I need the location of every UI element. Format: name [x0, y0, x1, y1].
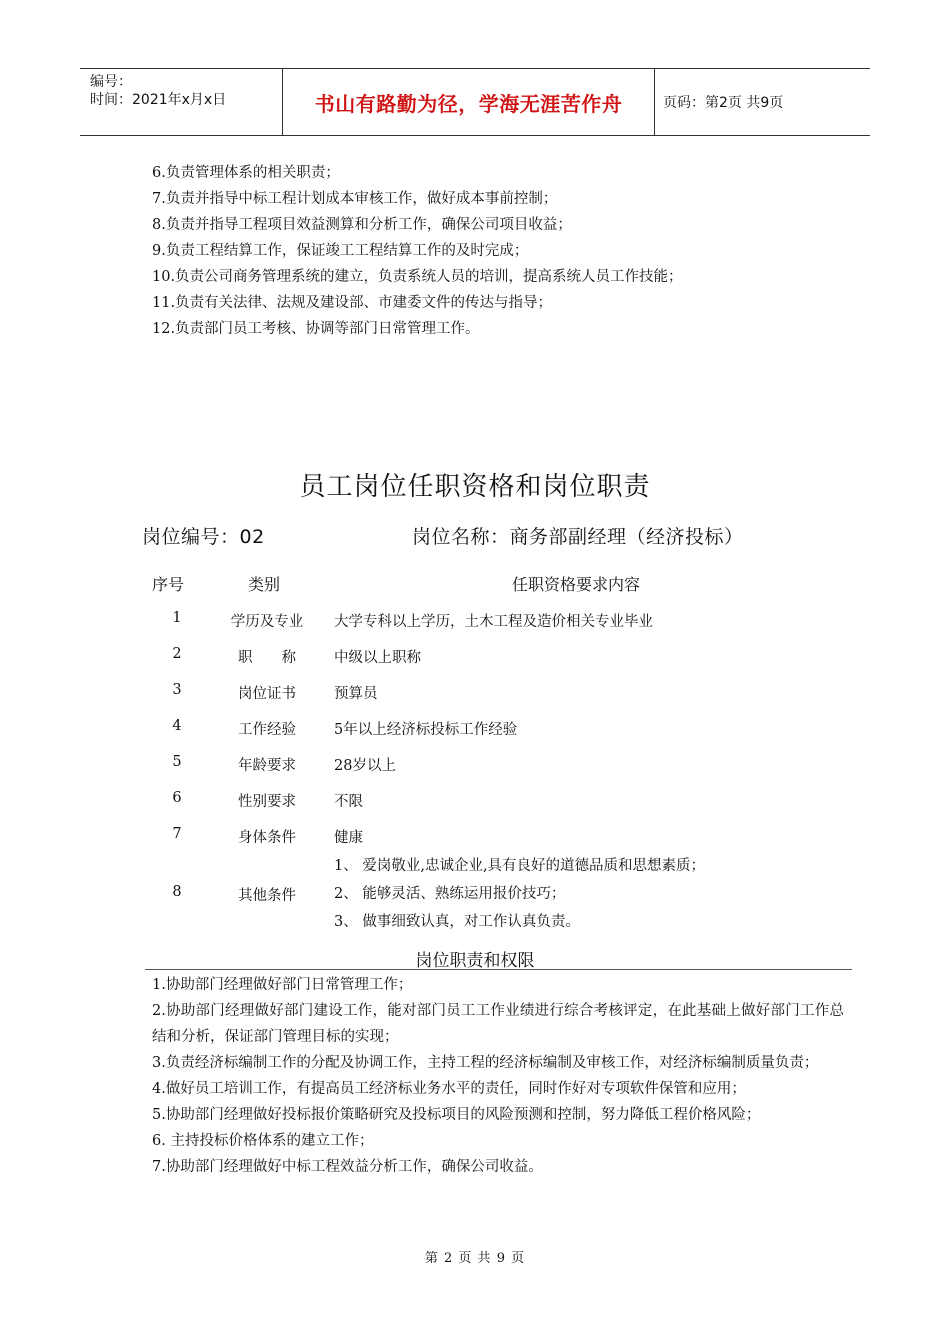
row-seq: 6	[172, 790, 182, 806]
row-content	[334, 852, 705, 936]
list-item: 12.负责部门员工考核、协调等部门日常管理工作。	[152, 321, 480, 337]
row-category: 职 称	[238, 650, 296, 666]
list-item: 3.负责经济标编制工作的分配及协调工作，主持工程的经济标编制及审核工作，对经济标编制质量负责；	[152, 1055, 819, 1071]
row-category: 性别要求	[238, 794, 296, 810]
row-category: 其他条件	[238, 888, 296, 904]
list-item: 1.协助部门经理做好部门日常管理工作；	[152, 977, 413, 993]
previous-duties-list	[152, 160, 852, 342]
number-label: 编号：	[90, 74, 132, 90]
header-page-info	[655, 69, 870, 135]
header-motto-cell	[283, 69, 655, 135]
position-name: 岗位名称：商务部副经理（经济投标）	[412, 526, 744, 548]
table-row	[0, 636, 950, 672]
duties-list	[152, 972, 844, 1180]
row-seq: 3	[172, 682, 182, 698]
list-item: 7.负责并指导中标工程计划成本审核工作，做好成本事前控制；	[152, 191, 558, 207]
row-content: 预算员	[334, 686, 378, 702]
motto-text: 书山有路勤为径，学海无涯苦作舟	[314, 91, 623, 116]
row-category: 工作经验	[238, 722, 296, 738]
row-seq: 1	[172, 610, 182, 626]
list-item: 8.负责并指导工程项目效益测算和分析工作，确保公司项目收益；	[152, 217, 572, 233]
row-content: 中级以上职称	[334, 650, 421, 666]
column-header-content: 任职资格要求内容	[512, 575, 641, 594]
header-meta	[80, 69, 283, 135]
position-number: 岗位编号：02	[142, 526, 265, 548]
condition-line: 3、 做事细致认真，对工作认真负责。	[334, 914, 580, 930]
list-item: 7.协助部门经理做好中标工程效益分析工作，确保公司收益。	[152, 1159, 543, 1175]
column-header-seq: 序号	[152, 575, 185, 594]
page-title: 员工岗位任职资格和岗位职责	[299, 472, 651, 502]
row-content: 大学专科以上学历，土木工程及造价相关专业毕业	[334, 614, 653, 630]
row-category: 岗位证书	[238, 686, 296, 702]
table-row	[0, 672, 950, 708]
page-header	[80, 68, 870, 136]
list-item: 9.负责工程结算工作，保证竣工工程结算工作的及时完成；	[152, 243, 529, 259]
list-item: 2.协助部门经理做好部门建设工作，能对部门员工工作业绩进行综合考核评定，在此基础上做好部门工作总结和分析，保证部门管理目标的实现；	[152, 1003, 844, 1045]
row-category: 年龄要求	[238, 758, 296, 774]
list-item: 5.协助部门经理做好投标报价策略研究及投标项目的风险预测和控制，努力降低工程价格风险；	[152, 1107, 761, 1123]
list-item: 6.负责管理体系的相关职责；	[152, 165, 340, 181]
time-label: 时间：2021年x月x日	[90, 92, 227, 108]
row-content: 不限	[334, 794, 363, 810]
table-row	[0, 780, 950, 816]
table-row	[0, 708, 950, 744]
list-item: 4.做好员工培训工作，有提高员工经济标业务水平的责任，同时作好对专项软件保管和应用；	[152, 1081, 746, 1097]
page-footer: 第 2 页 共 9 页	[424, 1251, 526, 1266]
row-content: 28岁以上	[334, 758, 396, 774]
table-row	[0, 852, 950, 942]
row-category: 学历及专业	[230, 614, 304, 630]
row-seq: 5	[172, 754, 182, 770]
list-item: 10.负责公司商务管理系统的建立，负责系统人员的培训，提高系统人员工作技能；	[152, 269, 683, 285]
table-row	[0, 600, 950, 636]
row-seq: 8	[172, 884, 182, 900]
page-info-text: 页码：第2页 共9页	[663, 95, 784, 111]
qualification-table	[0, 600, 950, 942]
list-item: 6. 主持投标价格体系的建立工作；	[152, 1133, 374, 1149]
row-seq: 7	[172, 826, 182, 842]
row-seq: 4	[172, 718, 182, 734]
row-seq: 2	[172, 646, 182, 662]
list-item: 11.负责有关法律、法规及建设部、市建委文件的传达与指导；	[152, 295, 553, 311]
row-content: 健康	[334, 830, 363, 846]
condition-line: 2、 能够灵活、熟练运用报价技巧；	[334, 886, 566, 902]
condition-line: 1、 爱岗敬业,忠诚企业,具有良好的道德品质和思想素质；	[334, 858, 706, 874]
table-row	[0, 744, 950, 780]
section-title: 岗位职责和权限	[415, 951, 535, 971]
column-header-category: 类别	[248, 575, 281, 594]
row-category: 身体条件	[238, 830, 296, 846]
section-divider	[145, 969, 852, 970]
table-row	[0, 816, 950, 852]
row-content: 5年以上经济标投标工作经验	[334, 722, 518, 738]
